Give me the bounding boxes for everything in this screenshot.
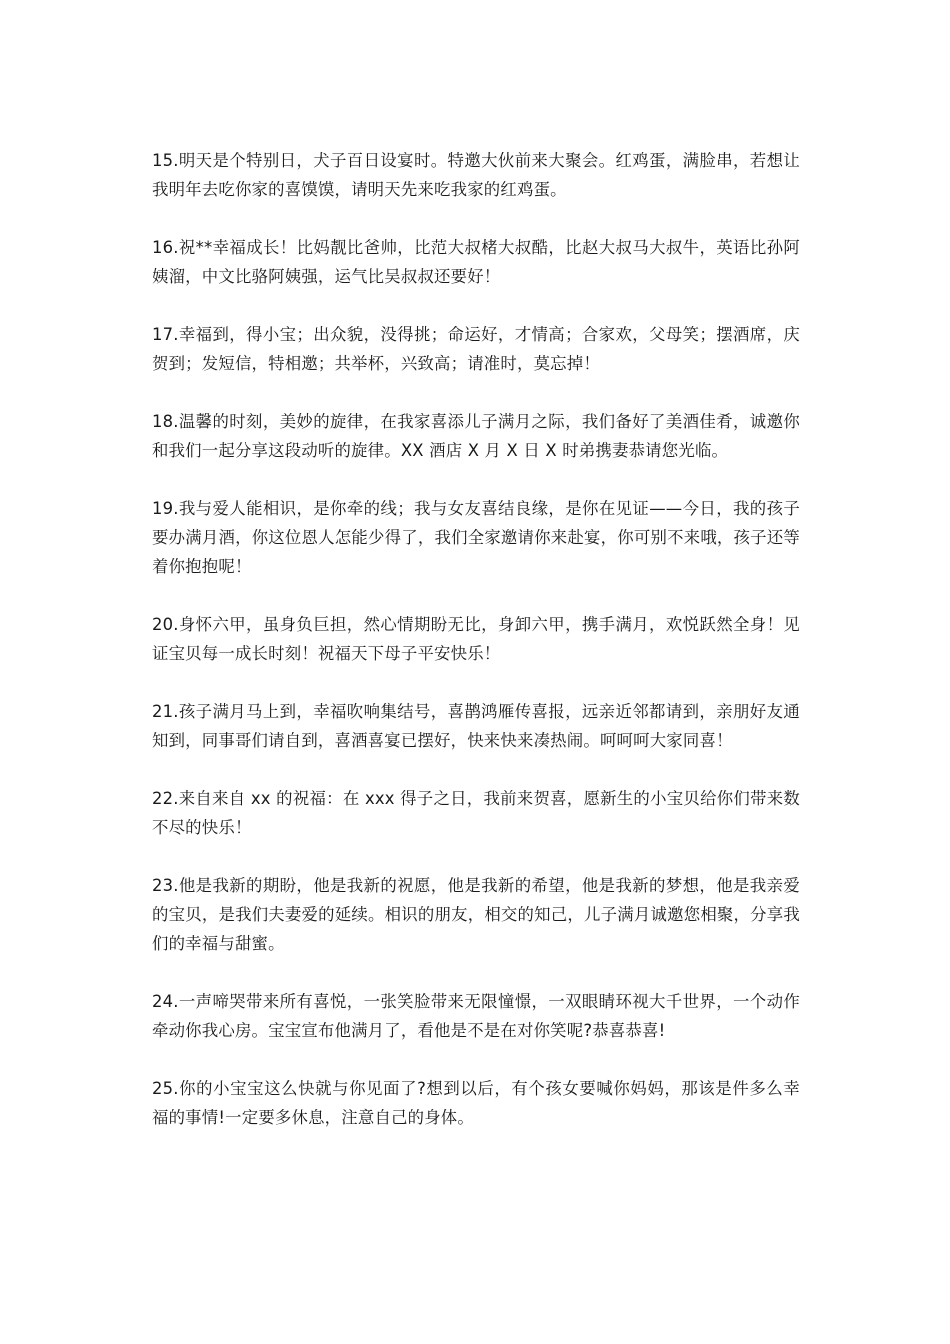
- document-body: [152, 146, 800, 1161]
- paragraph-19: 19.我与爱人能相识，是你牵的线；我与女友喜结良缘，是你在见证——今日，我的孩子要办满月酒，你这位恩人怎能少得了，我们全家邀请你来赴宴，你可别不来哦，孩子还等着你抱抱呢！: [152, 499, 800, 576]
- paragraph-23: 23.他是我新的期盼，他是我新的祝愿，他是我新的希望，他是我新的梦想，他是我亲爱的宝贝，是我们夫妻爱的延续。相识的朋友，相交的知己，儿子满月诚邀您相聚，分享我们的幸福与甜蜜。: [152, 876, 800, 953]
- paragraph-20: 20.身怀六甲，虽身负巨担，然心情期盼无比，身卸六甲，携手满月，欢悦跃然全身！见证宝贝每一成长时刻！祝福天下母子平安快乐！: [152, 615, 800, 663]
- paragraph-21: 21.孩子满月马上到，幸福吹响集结号，喜鹊鸿雁传喜报，远亲近邻都请到，亲朋好友通知到，同事哥们请自到，喜酒喜宴已摆好，快来快来凑热闹。呵呵呵大家同喜！: [152, 702, 800, 750]
- paragraph-22: 22.来自来自 xx 的祝福：在 xxx 得子之日，我前来贺喜，愿新生的小宝贝给你们带来数不尽的快乐！: [152, 789, 800, 837]
- paragraph-17: 17.幸福到，得小宝；出众貌，没得挑；命运好，才情高；合家欢，父母笑；摆酒席，庆贺到；发短信，特相邀；共举杯，兴致高；请准时，莫忘掉！: [152, 325, 800, 373]
- paragraph-25: 25.你的小宝宝这么快就与你见面了?想到以后，有个孩女要喊你妈妈，那该是件多么幸福的事情!一定要多休息，注意自己的身体。: [152, 1079, 800, 1127]
- paragraph-18: 18.温馨的时刻，美妙的旋律，在我家喜添儿子满月之际，我们备好了美酒佳肴，诚邀你和我们一起分享这段动听的旋律。XX 酒店 X 月 X 日 X 时弟携妻恭请您光临。: [152, 412, 800, 460]
- paragraph-16: 16.祝**幸福成长！比妈靓比爸帅，比范大叔楮大叔酷，比赵大叔马大叔牛，英语比孙阿姨溜，中文比骆阿姨强，运气比吴叔叔还要好！: [152, 238, 800, 286]
- paragraph-24: 24.一声啼哭带来所有喜悦，一张笑脸带来无限憧憬，一双眼睛环视大千世界，一个动作牵动你我心房。宝宝宣布他满月了，看他是不是在对你笑呢?恭喜恭喜!: [152, 992, 800, 1040]
- paragraph-15: 15.明天是个特别日，犬子百日设宴时。特邀大伙前来大聚会。红鸡蛋，满脸串，若想让我明年去吃你家的喜馍馍，请明天先来吃我家的红鸡蛋。: [152, 151, 800, 199]
